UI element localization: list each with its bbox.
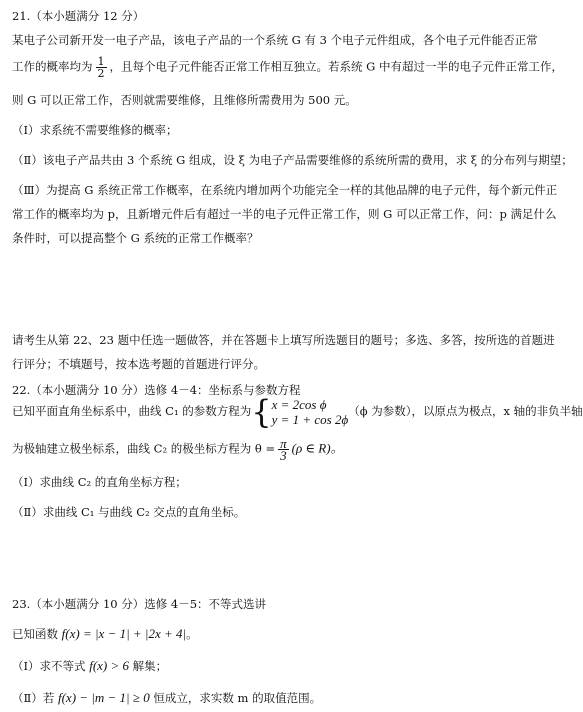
q22-line1 xyxy=(12,393,583,431)
q21-intro-line3: 则 G 可以正常工作，否则就需要维修，且维修所需费用为 500 元。 xyxy=(12,93,357,107)
q23-part1 xyxy=(12,658,167,674)
q23-line1-post: 。 xyxy=(186,627,198,641)
q23-part1-post: 解集； xyxy=(132,659,168,673)
q21-fraction-denominator: 2 xyxy=(97,67,105,80)
q22-part1: （Ⅰ）求曲线 C₂ 的直角坐标方程； xyxy=(12,475,187,489)
instruction-line1: 请考生从第 22、23 题中任选一题做答，并在答题卡上填写所选题目的题号；多选、多答，按所选的首题进 xyxy=(12,333,555,347)
left-brace-icon: { xyxy=(251,393,272,431)
q21-header: 21.（本小题满分 12 分） xyxy=(12,9,145,23)
q21-part2: （Ⅱ）该电子产品共由 3 个系统 G 组成，设 ξ 为电子产品需要维修的系统所需的费用，求 ξ 的分布列与期望； xyxy=(12,153,573,167)
q21-part3-line3: 条件时，可以提高整个 G 系统的正常工作概率？ xyxy=(12,231,259,245)
q22-line2 xyxy=(12,438,344,461)
q23-part1-math: f(x) > 6 xyxy=(89,658,130,673)
q21-part3-line1: （Ⅲ）为提高 G 系统正常工作概率，在系统内增加两个功能完全一样的其他品牌的电子元件，每个新元件正 xyxy=(12,183,558,197)
q23-function: f(x) = |x − 1| + |2x + 4| xyxy=(61,626,187,641)
q23-header: 23.（本小题满分 10 分）选修 4－5：不等式选讲 xyxy=(12,597,267,611)
q22-equation-x: x = 2cos ϕ xyxy=(271,397,327,412)
q22-line2-pre: 为极轴建立极坐标系，曲线 C₂ 的极坐标方程为 θ = xyxy=(12,441,276,456)
q22-line1-post: （ϕ 为参数），以原点为极点，x 轴的非负半轴 xyxy=(348,404,583,418)
q23-line1 xyxy=(12,626,198,642)
q23-part2-math: f(x) − |m − 1| ≥ 0 xyxy=(57,690,150,705)
q21-fraction-numerator: 1 xyxy=(97,55,105,68)
q22-part2: （Ⅱ）求曲线 C₁ 与曲线 C₂ 交点的直角坐标。 xyxy=(12,505,246,519)
q22-fraction-denominator: 3 xyxy=(280,448,287,463)
q22-equation-y: y = 1 + cos 2ϕ xyxy=(271,412,349,427)
q23-line1-pre: 已知函数 xyxy=(12,627,58,641)
q22-line1-pre: 已知平面直角坐标系中，曲线 C₁ 的参数方程为 xyxy=(12,404,252,418)
q22-line2-post: (ρ ∈ R)。 xyxy=(291,440,344,456)
q22-fraction-numerator: π xyxy=(280,436,287,451)
q22-fraction xyxy=(278,438,289,461)
q23-part2-post: 恒成立，求实数 m 的取值范围。 xyxy=(153,691,322,705)
q21-fraction xyxy=(96,56,107,79)
q21-part3-line2: 常工作的概率均为 p，且新增元件后有超过一半的电子元件正常工作，则 G 可以正常工作，问：p 满足什么 xyxy=(12,207,557,221)
instruction-line2: 行评分；不填题号，按本选考题的首题进行评分。 xyxy=(12,357,265,371)
q23-part2-pre: （Ⅱ）若 xyxy=(12,691,55,705)
q21-intro-line2-post: ，且每个电子元件能否正常工作相互独立。若系统 G 中有超过一半的电子元件正常工作， xyxy=(109,59,563,74)
q21-intro-line2 xyxy=(12,56,563,79)
q22-equation-system xyxy=(272,397,349,427)
q23-part1-pre: （Ⅰ）求不等式 xyxy=(12,659,86,673)
q21-part1: （Ⅰ）求系统不需要维修的概率； xyxy=(12,123,178,137)
q22-header: 22.（本小题满分 10 分）选修 4－4：坐标系与参数方程 xyxy=(12,383,301,397)
q21-intro-line1: 某电子公司新开发一电子产品，该电子产品的一个系统 G 有 3 个电子元件组成，各个电子元件能否正常 xyxy=(12,33,538,47)
q21-intro-line2-pre: 工作的概率均为 xyxy=(12,59,93,74)
q23-part2 xyxy=(12,690,321,706)
